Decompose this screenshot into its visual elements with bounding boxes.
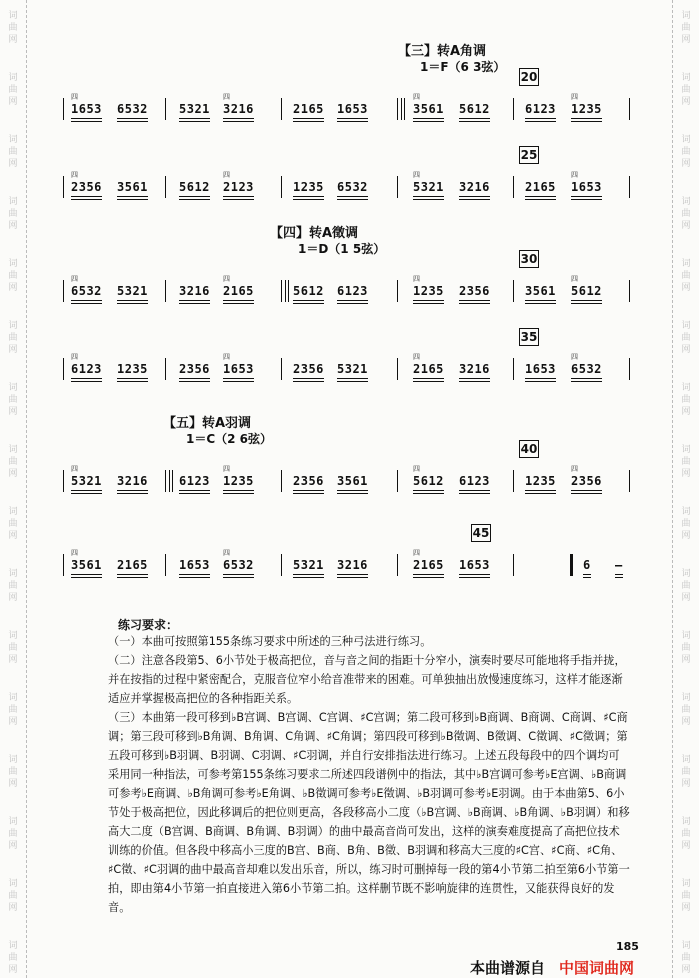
- watermark-text: 词 曲 网: [8, 879, 18, 913]
- note-group: 1653: [525, 362, 556, 376]
- measure-number: 35: [520, 330, 538, 344]
- source-text: 本曲谱源自: [470, 959, 546, 977]
- source-credit: [470, 957, 634, 978]
- note-group: 6123 四: [71, 353, 102, 376]
- watermark-text: 词 曲 网: [8, 383, 18, 417]
- fingering-mark: 四: [71, 353, 79, 361]
- repeat-barline: [401, 98, 402, 120]
- watermark-text: 词 曲 网: [681, 569, 691, 603]
- barline: [629, 470, 630, 492]
- watermark-text: 词 曲 网: [8, 631, 18, 665]
- barline: [63, 470, 64, 492]
- note-group: 5321 四: [71, 465, 102, 488]
- fingering-mark: 四: [571, 93, 579, 101]
- barline: [281, 280, 282, 302]
- measure-number: 45: [472, 526, 490, 540]
- watermark-text: 词 曲 网: [8, 445, 18, 479]
- watermark-text: 词 曲 网: [8, 73, 18, 107]
- barline: [629, 280, 630, 302]
- barline: [165, 98, 166, 120]
- watermark-text: 词 曲 网: [8, 321, 18, 355]
- note-group: 5612 四: [413, 465, 444, 488]
- fingering-mark: 四: [223, 275, 231, 283]
- barline: [397, 280, 398, 302]
- note-group: 1653: [459, 558, 490, 572]
- barline: [397, 176, 398, 198]
- note-group: 1235: [525, 474, 556, 488]
- note-group: 2165: [117, 558, 148, 572]
- fingering-mark: 四: [223, 549, 231, 557]
- watermark-text: 词 曲 网: [8, 755, 18, 789]
- note-group: 6532 四: [71, 275, 102, 298]
- score-row: [67, 442, 635, 496]
- note-group: 3561: [117, 180, 148, 194]
- final-barline: [570, 554, 573, 576]
- right-margin-strip: [672, 0, 699, 978]
- note-group: 3561 四: [413, 93, 444, 116]
- note-group: 6123: [525, 102, 556, 116]
- note-group: 3561: [525, 284, 556, 298]
- barline: [397, 98, 398, 120]
- note-group: 6532 四: [223, 549, 254, 572]
- barline: [165, 176, 166, 198]
- page-number: 185: [616, 940, 639, 953]
- barline: [165, 358, 166, 380]
- note-group: 6532: [337, 180, 368, 194]
- barline: [629, 358, 630, 380]
- fingering-mark: 四: [413, 93, 421, 101]
- barline: [513, 470, 514, 492]
- watermark-text: 词 曲 网: [681, 755, 691, 789]
- barline: [165, 554, 166, 576]
- watermark-text: 词 曲 网: [681, 941, 691, 975]
- requirement-1: （一）本曲可按照第155条练习要求中所述的三种弓法进行练习。: [108, 635, 432, 648]
- watermark-text: 词 曲 网: [8, 817, 18, 851]
- note-group: 2123 四: [223, 171, 254, 194]
- score-row: [67, 330, 635, 384]
- barline: [63, 98, 64, 120]
- fingering-mark: 四: [223, 353, 231, 361]
- section-title-5: 【五】转A羽调: [163, 416, 252, 431]
- score-row: [67, 70, 635, 124]
- watermark-text: 词 曲 网: [681, 445, 691, 479]
- note-group: 1653 四: [571, 171, 602, 194]
- section-key-5: 1＝C（2 6弦）: [186, 432, 273, 446]
- watermark-text: 词 曲 网: [8, 11, 18, 45]
- fingering-mark: 四: [223, 93, 231, 101]
- section-title-3: 【三】转A角调: [398, 44, 487, 59]
- barline: [397, 470, 398, 492]
- repeat-barline: [285, 280, 286, 302]
- watermark-text: 词 曲 网: [681, 321, 691, 355]
- watermark-text: 词 曲 网: [8, 507, 18, 541]
- barline: [513, 280, 514, 302]
- measure-number: 20: [520, 70, 538, 84]
- barline: [513, 176, 514, 198]
- barline: [281, 470, 282, 492]
- note-group: 2165: [525, 180, 556, 194]
- note-group: 3561 四: [71, 549, 102, 572]
- watermark-text: 词 曲 网: [681, 73, 691, 107]
- section-title-4: 【四】转A徵调: [270, 226, 359, 241]
- section-key-3: 1＝F（6 3弦）: [420, 60, 506, 74]
- source-site: 中国词曲网: [559, 959, 635, 977]
- left-margin-strip: [0, 0, 27, 978]
- note-group: 5321: [117, 284, 148, 298]
- barline: [513, 554, 514, 576]
- note-group: 5612: [179, 180, 210, 194]
- watermark-text: 词 曲 网: [8, 941, 18, 975]
- fingering-mark: 四: [571, 465, 579, 473]
- barline: [397, 554, 398, 576]
- fingering-mark: 四: [71, 93, 79, 101]
- barline: [281, 554, 282, 576]
- score-row: [67, 526, 635, 580]
- note-group: 5321 四: [413, 171, 444, 194]
- fingering-mark: 四: [571, 275, 579, 283]
- note-group: 6123: [459, 474, 490, 488]
- note-group: 2165 四: [413, 549, 444, 572]
- fingering-mark: 四: [223, 171, 231, 179]
- note-group: 2356: [459, 284, 490, 298]
- barline: [63, 554, 64, 576]
- barline: [281, 98, 282, 120]
- score-row: [67, 252, 635, 306]
- note-group: 1653: [337, 102, 368, 116]
- note-group: 2356: [293, 362, 324, 376]
- barline: [281, 358, 282, 380]
- measure-number: 25: [520, 148, 538, 162]
- measure-number: 30: [520, 252, 538, 266]
- note-group: 2165: [293, 102, 324, 116]
- barline: [513, 98, 514, 120]
- note-group: 1235: [293, 180, 324, 194]
- barline: [63, 358, 64, 380]
- barline: [629, 176, 630, 198]
- note-group: 2356: [179, 362, 210, 376]
- fingering-mark: 四: [571, 353, 579, 361]
- fingering-mark: 四: [71, 171, 79, 179]
- requirements-text: [108, 632, 630, 917]
- section-key-4: 1＝D（1 5弦）: [298, 242, 386, 256]
- note-group: 2165 四: [223, 275, 254, 298]
- watermark-text: 词 曲 网: [681, 197, 691, 231]
- barline: [63, 280, 64, 302]
- note-group: 3216 四: [223, 93, 254, 116]
- note-group: 5612: [459, 102, 490, 116]
- watermark-text: 词 曲 网: [681, 879, 691, 913]
- watermark-text: 词 曲 网: [681, 259, 691, 293]
- watermark-text: 词 曲 网: [681, 11, 691, 45]
- watermark-text: 词 曲 网: [8, 135, 18, 169]
- fingering-mark: 四: [71, 549, 79, 557]
- fingering-mark: 四: [71, 275, 79, 283]
- note-group: 1653: [179, 558, 210, 572]
- note-group: 2356: [293, 474, 324, 488]
- score-row: [67, 148, 635, 202]
- barline: [397, 358, 398, 380]
- requirement-2: （二）注意各段第5、6小节处于极高把位，音与音之间的指距十分窄小，演奏时要尽可能地将手指并拢，并在按指的过程中紧密配合，克服音位窄小给音准带来的困难。可单独抽出放慢速度练习，这样才能逐渐适应并掌握极高把位的各种指距关系。: [108, 654, 626, 705]
- note-group: 1653 四: [223, 353, 254, 376]
- note-group: 3216: [459, 180, 490, 194]
- note-group: 3216: [337, 558, 368, 572]
- note-group: 3216: [117, 474, 148, 488]
- watermark-text: 词 曲 网: [681, 135, 691, 169]
- watermark-text: 词 曲 网: [681, 631, 691, 665]
- watermark-text: 词 曲 网: [8, 259, 18, 293]
- barline: [63, 176, 64, 198]
- barline: [513, 358, 514, 380]
- fingering-mark: 四: [413, 353, 421, 361]
- fingering-mark: 四: [223, 465, 231, 473]
- barline: [629, 98, 630, 120]
- note-group: 6532: [117, 102, 148, 116]
- note-group: 5321: [179, 102, 210, 116]
- note-group: 3216: [179, 284, 210, 298]
- note-group: 2356 四: [71, 171, 102, 194]
- note-group: 3216: [459, 362, 490, 376]
- note-group: 3561: [337, 474, 368, 488]
- fingering-mark: 四: [571, 171, 579, 179]
- note-group: 2356 四: [571, 465, 602, 488]
- note-group: 1653 四: [71, 93, 102, 116]
- barline: [281, 176, 282, 198]
- final-note: 6: [583, 558, 591, 572]
- note-group: 5321: [293, 558, 324, 572]
- watermark-text: 词 曲 网: [681, 507, 691, 541]
- note-group: 5612 四: [571, 275, 602, 298]
- watermark-text: 词 曲 网: [681, 383, 691, 417]
- note-group: 2165 四: [413, 353, 444, 376]
- watermark-text: 词 曲 网: [681, 693, 691, 727]
- note-group: 1235: [117, 362, 148, 376]
- requirements-heading: 练习要求：: [118, 618, 179, 632]
- barline: [165, 470, 166, 492]
- watermark-text: 词 曲 网: [681, 817, 691, 851]
- requirement-3: （三）本曲第一段可移到♭B宫调、B宫调、C宫调、♯C宫调；第二段可移到♭B商调、B商调、C商调、♯C商调；第三段可移到♭B角调、B角调、C角调、♯C角调；第四段可移到♭B徵调、B徵调、C徵调、♯C徵调；第五段可移到♭B羽调、B羽调、C羽调、♯C羽调，并自行安排指法进行练习。上述五段每段中的四个调均可采用同一种指法，可参考第155条练习要求二所述四段谱例中的指法，其中♭B宫调可参考♭E宫调、♭B商调可参考♭E商调、♭B角调可参考♭E角调、♭B徵调可参考♭E徵调、♭B羽调可参考♭E羽调。由于本曲第5、6小节处于极高把位，因此移调后的把位则更高，各段移高小二度（♭B宫调、♭B商调、♭B角调、♭B羽调）和移高大二度（B宫调、B商调、B角调、B羽调）的曲中最高音尚可发出，这样的演奏难度提高了高把位技术训练的价值。但各段中移高小三度的B宫、B商、B角、B徵、B羽调和移高大三度的♯C宫、♯C商、♯C角、♯C徵、♯C羽调的曲中最高音却难以发出乐音，所以，练习时可删掉每一段的第4小节第二拍至第6小节第一拍，即由第4小节第一拍直接进入第6小节第二拍。这样删节既不影响旋律的连贯性，又能获得良好的发音。: [108, 711, 630, 914]
- barline: [165, 280, 166, 302]
- watermark-text: 词 曲 网: [8, 197, 18, 231]
- fingering-mark: 四: [413, 275, 421, 283]
- fingering-mark: 四: [413, 549, 421, 557]
- note-group: 5321: [337, 362, 368, 376]
- note-group: 6123: [179, 474, 210, 488]
- note-group: 6532 四: [571, 353, 602, 376]
- fingering-mark: 四: [71, 465, 79, 473]
- fingering-mark: 四: [413, 465, 421, 473]
- fingering-mark: 四: [413, 171, 421, 179]
- final-dash: –: [615, 558, 623, 572]
- note-group: 5612: [293, 284, 324, 298]
- repeat-barline: [169, 470, 170, 492]
- note-group: 1235 四: [413, 275, 444, 298]
- note-group: 1235 四: [223, 465, 254, 488]
- watermark-text: 词 曲 网: [8, 569, 18, 603]
- measure-number: 40: [520, 442, 538, 456]
- note-group: 6123: [337, 284, 368, 298]
- note-group: 1235 四: [571, 93, 602, 116]
- watermark-text: 词 曲 网: [8, 693, 18, 727]
